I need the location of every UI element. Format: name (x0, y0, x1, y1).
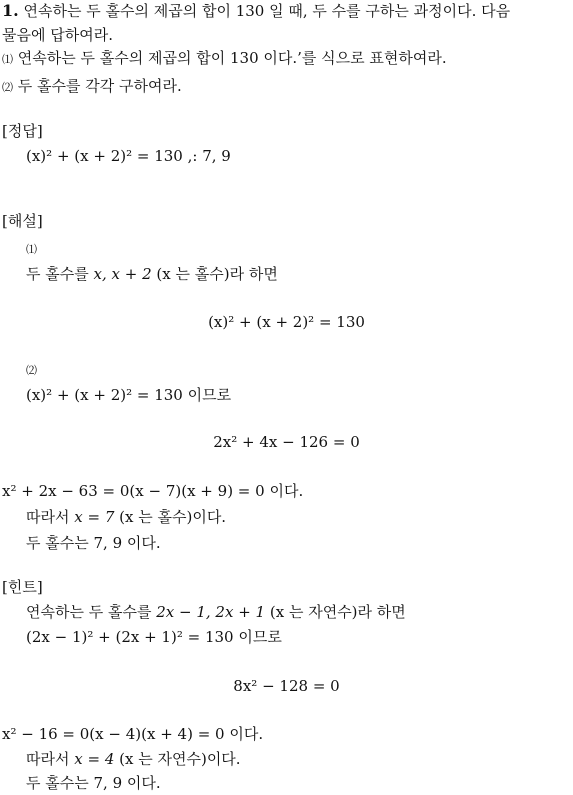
sub-question-2 (2, 76, 182, 98)
hint-line-4 (26, 749, 241, 769)
sub-question-1-text: 연속하는 두 홀수의 제곱의 합이 130 이다.’를 식으로 표현하여라. (17, 49, 447, 67)
hint-header: [힌트] (2, 578, 43, 596)
hint-text-3: 이다. (229, 725, 264, 743)
hint-expr-2: (2x − 1)² + (2x + 1)² = 130 (26, 628, 234, 646)
hint-text-4a: 따라서 (26, 750, 70, 768)
explanation-part-2-expr-1: (x)² + (x + 2)² = 130 (26, 386, 183, 404)
hint-expr-1: 2x − 1, 2x + 1 (156, 603, 266, 621)
hint-text-2: 이므로 (238, 628, 282, 646)
question-line-1 (2, 1, 510, 21)
hint-line-3 (2, 724, 263, 744)
hint-line-2 (26, 627, 282, 647)
hint-expr-3: x² − 16 = 0(x − 4)(x + 4) = 0 (2, 725, 225, 743)
explanation-part-2-line-2 (2, 481, 303, 501)
question-text-2: 물음에 답하여라. (2, 26, 113, 44)
explanation-part-2-text-1: 이므로 (187, 386, 232, 404)
hint-line-1 (26, 602, 406, 622)
explanation-part-2-text-3b: (x 는 홀수)이다. (119, 508, 227, 526)
explanation-part-1-marker: ⑴ (26, 243, 37, 256)
hint-text-4b: (x 는 자연수)이다. (119, 750, 241, 768)
explanation-part-2-marker: ⑵ (26, 364, 37, 377)
hint-line-5: 두 홀수는 7, 9 이다. (26, 774, 161, 792)
explanation-part-2-equation: 2x² + 4x − 126 = 0 (213, 433, 360, 451)
explanation-header: [해설] (2, 212, 43, 230)
explanation-part-1-equation: (x)² + (x + 2)² = 130 (208, 313, 365, 331)
explanation-part-2-line-1 (26, 385, 231, 405)
explanation-part-2-expr-2: x² + 2x − 63 = 0(x − 7)(x + 9) = 0 (2, 482, 265, 500)
hint-text-1a: 연속하는 두 홀수를 (26, 603, 152, 621)
hint-expr-4: x = 4 (74, 750, 115, 768)
explanation-part-1-text-a: 두 홀수를 (26, 265, 89, 283)
hint-equation: 8x² − 128 = 0 (233, 677, 340, 695)
explanation-part-2-line-3 (26, 507, 226, 527)
sub-question-2-text: 두 홀수를 각각 구하여라. (17, 77, 182, 95)
answer-header: [정답] (2, 122, 43, 140)
sub-question-1-marker: ⑴ (2, 53, 13, 66)
answer-text: (x)² + (x + 2)² = 130 ,: 7, 9 (26, 147, 231, 165)
sub-question-1 (2, 48, 447, 70)
explanation-part-2-expr-3: x = 7 (74, 508, 115, 526)
explanation-part-2-text-2: 이다. (269, 482, 304, 500)
explanation-part-1-line (26, 264, 278, 284)
question-number: 1. (2, 1, 19, 20)
hint-text-1b: (x 는 자연수)라 하면 (269, 603, 406, 621)
explanation-part-2-line-4: 두 홀수는 7, 9 이다. (26, 534, 161, 552)
explanation-part-1-text-b: (x 는 홀수)라 하면 (156, 265, 278, 283)
explanation-part-1-expr: x, x + 2 (93, 265, 152, 283)
explanation-part-2-text-3a: 따라서 (26, 508, 70, 526)
sub-question-2-marker: ⑵ (2, 81, 13, 94)
question-text-1: 연속하는 두 홀수의 제곱의 합이 130 일 때, 두 수를 구하는 과정이다. 다음 (23, 2, 511, 20)
